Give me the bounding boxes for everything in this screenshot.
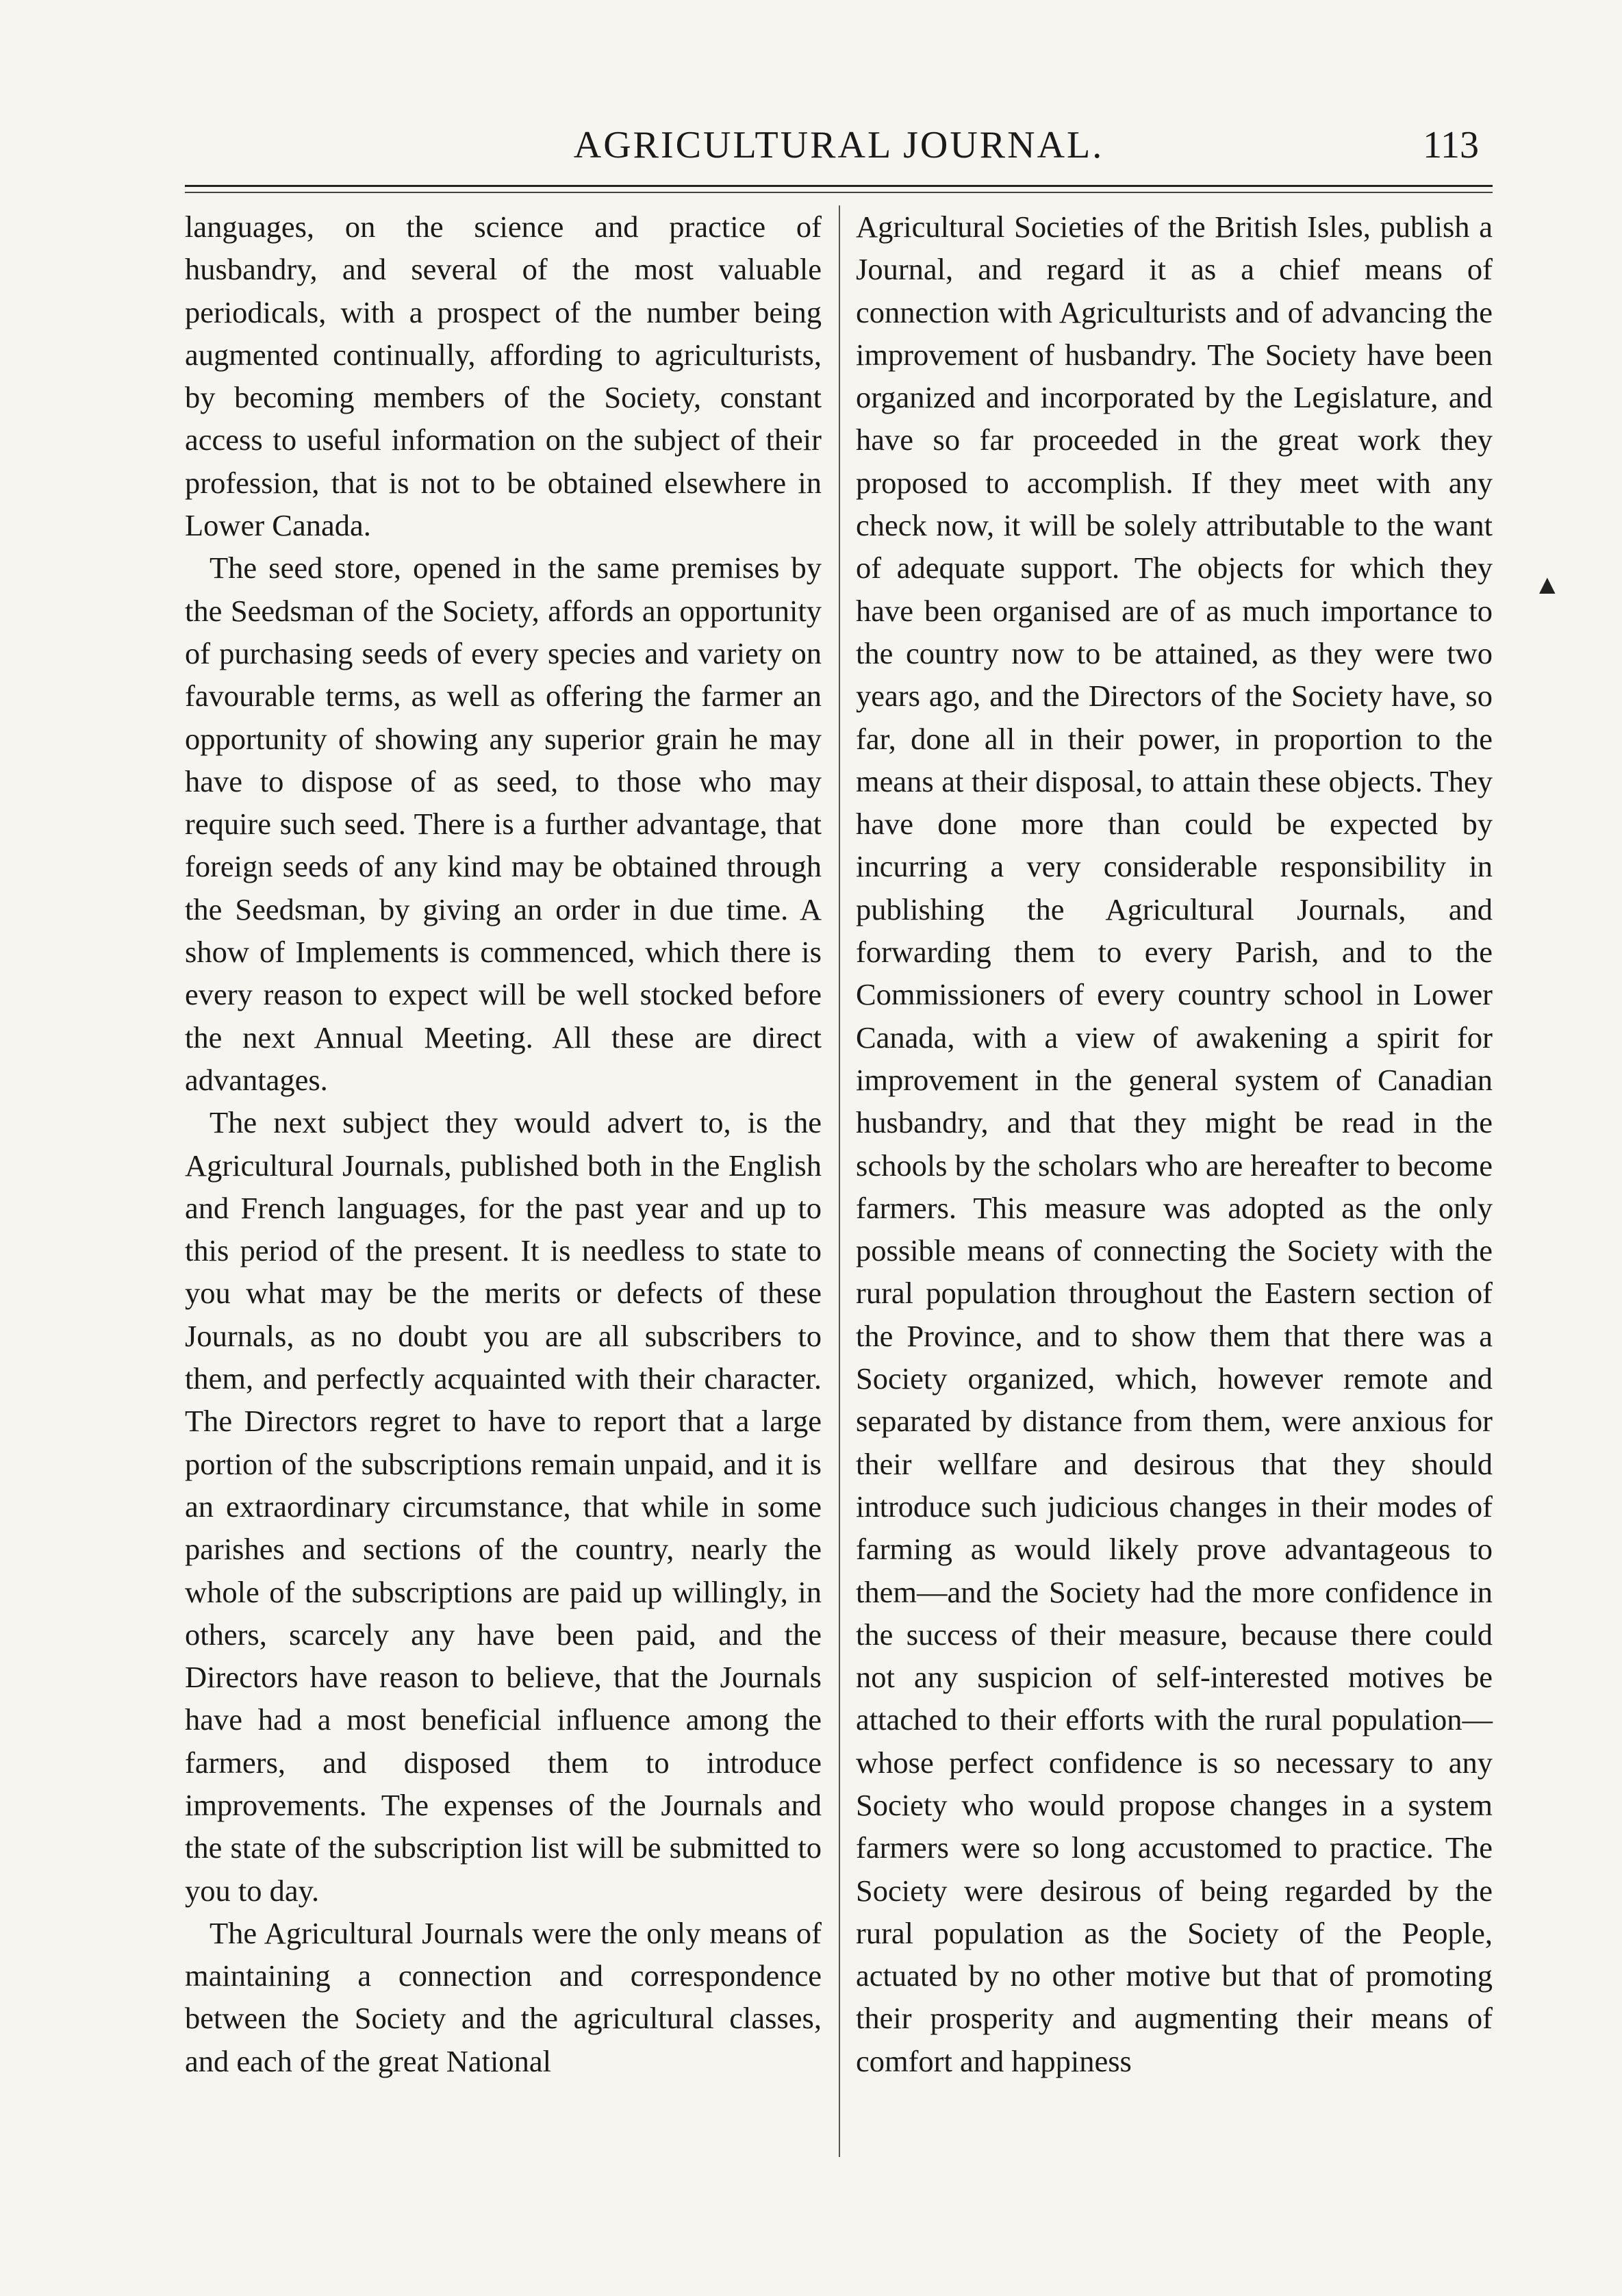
paragraph: Agricultural Societies of the British Isles, publish a Journal, and regard it as a chief means of connection with Agriculturists and of advancing the improvement of husbandry. The Society have been organized and incorporated by the Legislature, and have so far proceeded in the great work they proposed to accomplish. If they meet with any check now, it will be solely attributable to the want of adequate support. The objects for which they have been organised are of as much importance to the country now to be attained, as they were two years ago, and the Directors of the Society have, so far, done all in their power, in proportion to the means at their disposal, to attain these objects. They have done more than could be expected by incurring a very considerable responsibility in publishing the Agricultural Journals, and forwarding them to every Parish, and to the Commissioners of every country school in Lower Canada, with a view of awakening a spirit for improvement in the general system of Canadian husbandry, and that they might be read in the schools by the scholars who are hereafter to become farmers. This measure was adopted as the only possible means of connecting the Society with the rural population throughout the Eastern section of the Province, and to show them that there was a Society organized, which, however remote and separated by distance from them, were anxious for their wellfare and desirous that they should introduce such judicious changes in their modes of farming as would likely prove advantageous to them—and the Society had the more confidence in the success of their measure, because there could not any suspicion of self-interested motives be attached to their efforts with the rural population—whose perfect confidence is so necessary to any Society who would propose changes in a system farmers were so long accustomed to practice. The Society were desirous of being regarded by the rural population as the Society of the People, actuated by no other motive but that of promoting their prosperity and augmenting their means of comfort and happiness [856, 210, 1493, 2078]
running-title: AGRICULTURAL JOURNAL. [573, 124, 1104, 166]
paragraph: The next subject they would advert to, is the Agricultural Journals, published both in the English and French languages, for the past year and up to this period of the present. It is needless to state to you what may be the merits or defects of these Journals, as no doubt you are all subscribers to them, and perfectly acquainted with their character. The Directors regret to have to report that a large portion of the subscriptions remain unpaid, and it is an extraordinary circumstance, that while in some parishes and sections of the country, nearly the whole of the subscriptions are paid up willingly, in others, scarcely any have been paid, and the Directors have reason to believe, that the Journals have had a most beneficial influence among the farmers, and disposed them to introduce improvements. The expenses of the Journals and the state of the subscription list will be submitted to you to day. [185, 1105, 822, 1908]
running-head [185, 103, 1493, 185]
journal-page [185, 103, 1493, 2191]
right-column [856, 205, 1493, 2082]
text-columns [185, 205, 1493, 2191]
margin-mark: ▲ [1534, 569, 1561, 600]
paragraph: languages, on the science and practice of husbandry, and several of the most valuable periodicals, with a prospect of the number being augmented continually, affording to agriculturists, by becoming members of the Society, constant access to useful information on the subject of their profession, that is not to be obtained elsewhere in Lower Canada. [185, 210, 822, 543]
header-rule-secondary [185, 192, 1493, 193]
header-rule [185, 185, 1493, 187]
left-column [185, 205, 822, 2082]
column-divider [839, 205, 840, 2157]
paragraph: The seed store, opened in the same premises by the Seedsman of the Society, affords an opportunity of purchasing seeds of every species and variety on favourable terms, as well as offering the farmer an opportunity of showing any superior grain he may have to dispose of as seed, to those who may require such seed. There is a further advantage, that foreign seeds of any kind may be obtained through the Seedsman, by giving an order in due time. A show of Implements is commenced, which there is every reason to expect will be well stocked before the next Annual Meeting. All these are direct advantages. [185, 551, 822, 1097]
page-number: 113 [1423, 124, 1479, 166]
paragraph: The Agricultural Journals were the only means of maintaining a connection and correspondence between the Society and the agricultural classes, and each of the great National [185, 1915, 822, 2078]
